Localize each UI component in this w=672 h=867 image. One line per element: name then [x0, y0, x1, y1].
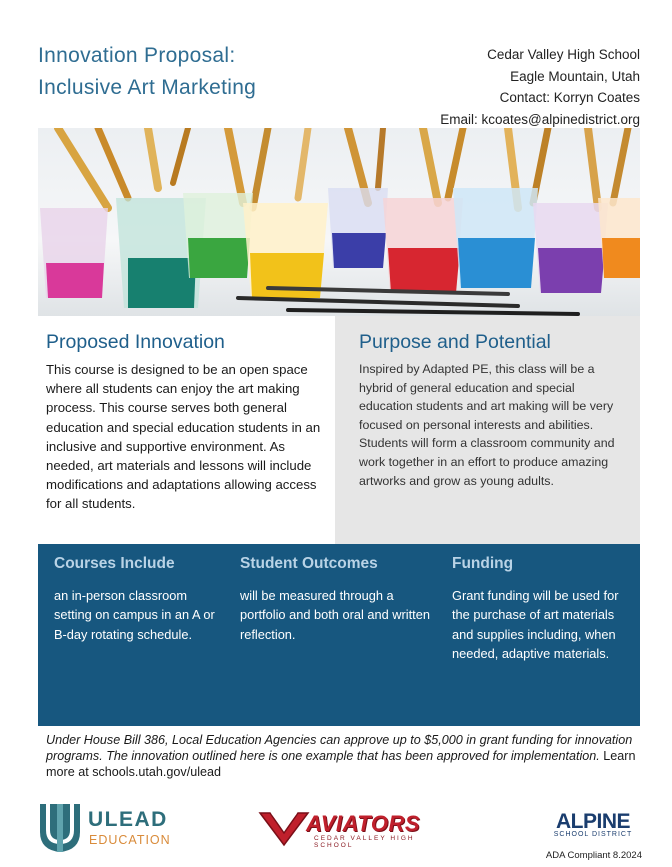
- learn-more-link[interactable]: Learn more at schools.utah.gov/ulead: [46, 749, 636, 780]
- school-location: Eagle Mountain, Utah: [510, 68, 640, 84]
- contact-email[interactable]: Email: kcoates@alpinedistrict.org: [440, 111, 640, 127]
- alpine-subtitle: SCHOOL DISTRICT: [553, 831, 633, 838]
- proposed-innovation-section: [38, 316, 335, 544]
- aviators-logo: [258, 805, 430, 851]
- alpine-school-district-logo: [545, 810, 641, 844]
- courses-include-heading: Courses Include: [54, 555, 175, 572]
- ulead-wordmark: ULEAD: [88, 808, 168, 831]
- contact-block: [320, 44, 640, 130]
- house-bill-note-italic: Under House Bill 386, Local Education Agencies can approve up to $5,000 in grant funding for innovation programs. The innovation outlined here is one example that has been approved for implementation.: [46, 733, 633, 764]
- school-name: Cedar Valley High School: [487, 47, 640, 62]
- purpose-potential-section: [335, 316, 640, 544]
- aviators-wordmark: AVIATORS: [306, 811, 421, 836]
- alpine-wordmark: ALPINE: [555, 810, 630, 833]
- paint-cups-illustration: [38, 128, 640, 316]
- details-band: [38, 544, 640, 726]
- title-line-1: Innovation Proposal:: [38, 44, 236, 67]
- ulead-shield-icon: [38, 802, 82, 854]
- courses-include-column: [54, 554, 224, 644]
- student-outcomes-column: [240, 554, 436, 644]
- student-outcomes-text: will be measured through a portfolio and both oral and written reflection.: [240, 588, 430, 642]
- funding-column: [452, 554, 632, 663]
- aviators-subtitle: CEDAR VALLEY HIGH SCHOOL: [314, 835, 415, 849]
- purpose-potential-heading: Purpose and Potential: [359, 331, 551, 353]
- courses-include-text: an in-person classroom setting on campus in an A or B-day rotating schedule.: [54, 588, 215, 642]
- student-outcomes-heading: Student Outcomes: [240, 555, 378, 572]
- ulead-subtitle: EDUCATION: [89, 833, 171, 847]
- funding-text: Grant funding will be used for the purchase of art materials and supplies including, when needed, adaptive materials.: [452, 588, 619, 661]
- contact-name: Contact: Korryn Coates: [499, 90, 640, 105]
- ada-compliance-note: ADA Compliant 8.2024: [545, 850, 642, 861]
- hero-image-paint-cups: [38, 128, 640, 316]
- page-title: [38, 40, 368, 104]
- aviators-wing-icon: [258, 807, 310, 849]
- proposed-innovation-text: This course is designed to be an open space where all students can enjoy the art making process. This course serves both general education and special education students in an inclusive and supportive environment. As needed, art materials and lessons will include modifications and adaptations allowing access for all students.: [46, 362, 321, 512]
- funding-heading: Funding: [452, 555, 514, 572]
- ulead-education-logo: [36, 800, 186, 856]
- purpose-potential-text: Inspired by Adapted PE, this class will be a hybrid of general education and special education students and art making will be very focused on personal interests and abilities. Students will form a classroom community and work together in an effort to produce amazing artworks and grow as young adults.: [359, 362, 615, 488]
- house-bill-note: [46, 732, 640, 781]
- proposed-innovation-heading: Proposed Innovation: [46, 331, 225, 353]
- title-line-2: Inclusive Art Marketing: [38, 76, 257, 99]
